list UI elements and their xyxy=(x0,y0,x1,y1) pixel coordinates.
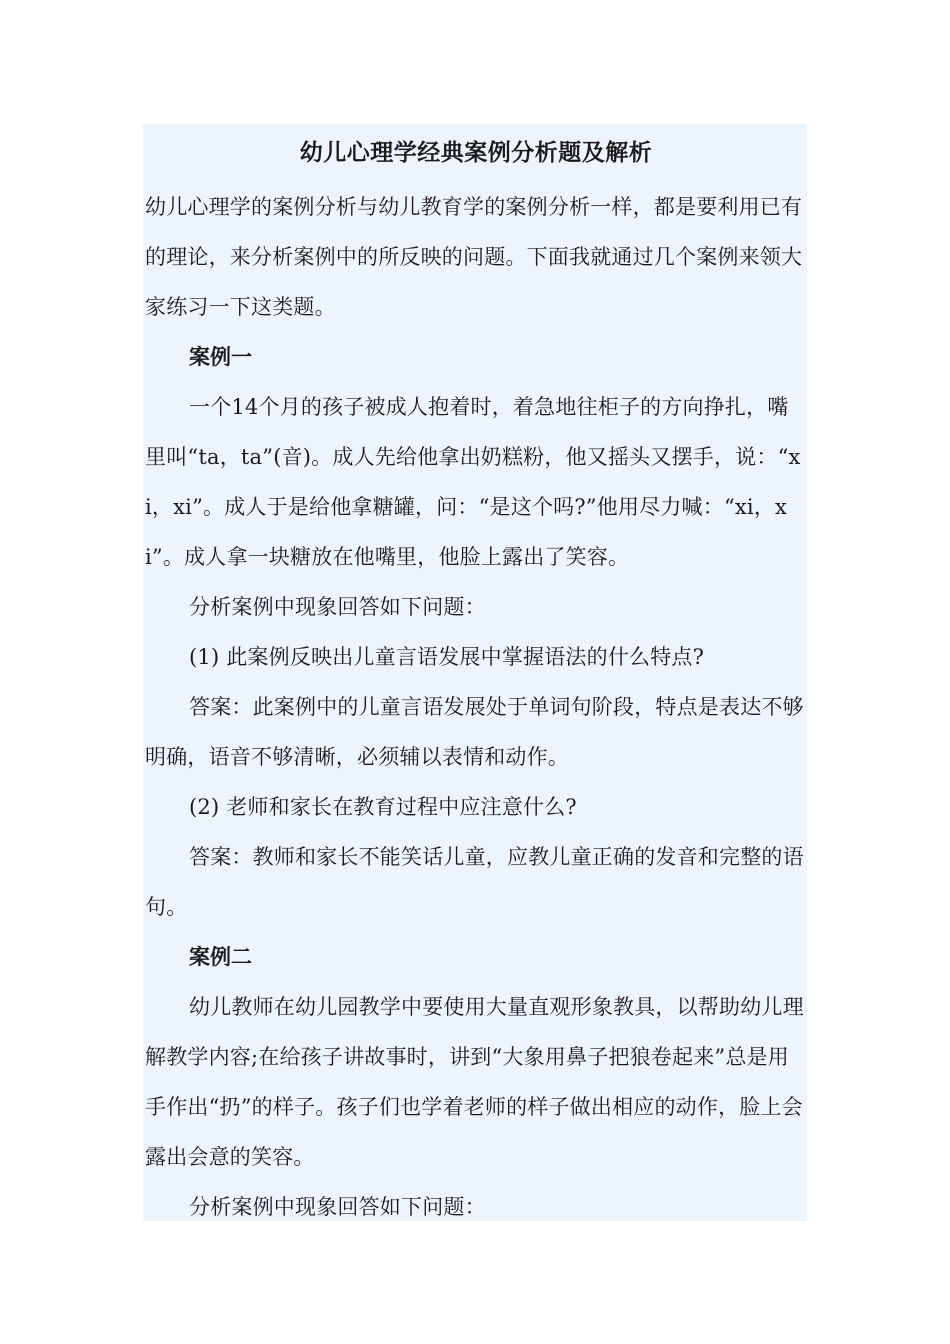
case1-answer-2: 答案：教师和家长不能笑话儿童，应教儿童正确的发音和完整的语句。 xyxy=(145,845,804,919)
case2-heading: 案例二 xyxy=(189,944,252,969)
case1-question-2: (2) 老师和家长在教育过程中应注意什么? xyxy=(189,795,577,819)
case1-question-1: (1) 此案例反映出儿童言语发展中掌握语法的什么特点? xyxy=(189,645,705,669)
intro-paragraph: 幼儿心理学的案例分析与幼儿教育学的案例分析一样，都是要利用已有的理论，来分析案例中的所反映的问题。下面我就通过几个案例来领大家练习一下这类题。 xyxy=(145,195,803,319)
case2-body: 幼儿教师在幼儿园教学中要使用大量直观形象教具，以帮助幼儿理解教学内容;在给孩子讲故事时，讲到“大象用鼻子把狼卷起来”总是用手作出“扔”的样子。孩子们也学着老师的样子做出相应的动作，脸上会露出会意的笑容。 xyxy=(145,995,804,1169)
document-page xyxy=(143,124,807,1221)
case1-answer-1: 答案：此案例中的儿童言语发展处于单词句阶段，特点是表达不够明确，语音不够清晰，必须辅以表情和动作。 xyxy=(145,695,804,769)
case2-prompt: 分析案例中现象回答如下问题： xyxy=(189,1195,486,1219)
case1-prompt: 分析案例中现象回答如下问题： xyxy=(189,595,486,619)
case1-heading: 案例一 xyxy=(189,344,252,369)
case1-body: 一个14个月的孩子被成人抱着时，着急地往柜子的方向挣扎，嘴里叫“ta，ta”(音)。成人先给他拿出奶糕粉，他又摇头又摆手，说：“xi，xi”。成人于是给他拿糖罐，问：“是这个吗?”他用尽力喊：“xi，xi”。成人拿一块糖放在他嘴里，他脸上露出了笑容。 xyxy=(145,395,801,569)
document-title: 幼儿心理学经典案例分析题及解析 xyxy=(299,139,653,166)
